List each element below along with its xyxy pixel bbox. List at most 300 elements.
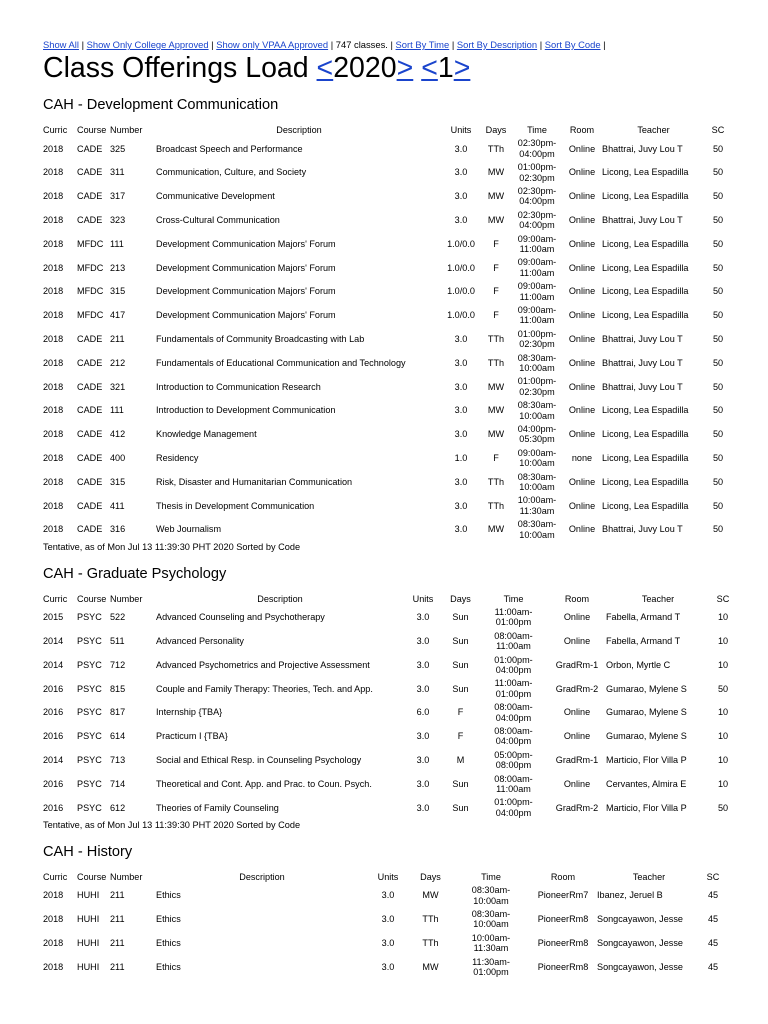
class-table	[43, 124, 731, 542]
teacher-cell: Licong, Lea Espadilla	[602, 476, 689, 487]
curric-cell: 2018	[43, 937, 64, 948]
teacher-cell: Gumarao, Mylene S	[606, 683, 687, 694]
description-cell: Theoretical and Cont. App. and Prac. to Coun. Psych.	[156, 778, 372, 789]
room-cell: GradRm-1	[555, 659, 599, 670]
teacher-cell: Marticio, Flor Villa P	[606, 754, 687, 765]
time-cell: 05:00pm- 08:00pm	[494, 749, 533, 771]
days-cell: Sun	[452, 778, 469, 789]
room-cell: Online	[568, 476, 596, 487]
course-cell: CADE	[77, 405, 103, 416]
description-cell: Introduction to Development Communication	[156, 405, 336, 416]
curric-cell: 2016	[43, 731, 64, 742]
room-cell: Online	[568, 191, 596, 202]
description-cell: Advanced Counseling and Psychotherapy	[156, 612, 325, 623]
col-days: Days	[485, 125, 507, 135]
section-development-communication	[43, 96, 768, 553]
course-cell: CADE	[77, 453, 103, 463]
number-cell: 411	[110, 500, 125, 511]
days-cell: F	[493, 286, 499, 297]
teacher-cell: Bhattrai, Juvy Lou T	[602, 524, 683, 535]
description-cell: Residency	[156, 453, 199, 463]
curric-cell: 2014	[43, 754, 64, 765]
number-cell: 211	[110, 890, 125, 901]
sc-cell: 45	[707, 914, 719, 925]
class-count: 747 classes.	[335, 39, 388, 50]
teacher-cell: Licong, Lea Espadilla	[602, 405, 689, 416]
time-cell: 01:00pm- 02:30pm	[517, 328, 557, 350]
room-cell: GradRm-1	[555, 754, 599, 765]
table-row	[43, 351, 731, 375]
col-teacher: Teacher	[637, 125, 670, 135]
units-cell: 3.0	[381, 937, 395, 948]
days-cell: TTh	[487, 143, 505, 154]
col-room: Room	[550, 871, 576, 882]
room-cell: Online	[563, 635, 591, 646]
table-header-row	[43, 593, 736, 606]
time-cell: 02:30pm- 04:00pm	[517, 138, 557, 159]
curric-cell: 2016	[43, 683, 64, 694]
time-cell: 11:00am- 01:00pm	[494, 606, 533, 628]
table-row	[43, 399, 731, 423]
class-table	[43, 871, 725, 979]
course-cell: CADE	[77, 500, 103, 511]
time-cell: 04:00pm- 05:30pm	[517, 423, 557, 445]
table-row	[43, 161, 731, 185]
time-cell: 08:30am- 10:00am	[471, 885, 511, 906]
units-cell: 3.0	[454, 191, 468, 202]
number-cell: 511	[110, 635, 125, 646]
curric-cell: 2018	[43, 500, 64, 511]
sort-by-code-link[interactable]: Sort By Code	[544, 39, 601, 50]
curric-cell: 2018	[43, 914, 64, 925]
course-cell: MFDC	[77, 238, 104, 249]
col-curric: Curric	[43, 125, 68, 135]
sort-by-description-link[interactable]: Sort By Description	[456, 39, 538, 50]
units-cell: 3.0	[454, 357, 468, 368]
col-sc: SC	[716, 593, 730, 604]
description-cell: Development Communication Majors' Forum	[156, 310, 336, 321]
number-cell: 111	[110, 405, 124, 416]
number-cell: 213	[110, 262, 126, 273]
teacher-cell: Cervantes, Almira E	[606, 778, 687, 789]
number-cell: 111	[110, 238, 124, 249]
table-row	[43, 606, 736, 630]
time-cell: 08:00am- 04:00pm	[494, 725, 533, 747]
units-cell: 3.0	[416, 683, 430, 694]
table-row	[43, 470, 731, 494]
col-teacher: Teacher	[641, 593, 675, 604]
course-cell: HUHI	[77, 914, 100, 925]
course-cell: CADE	[77, 381, 103, 392]
number-cell: 713	[110, 754, 126, 765]
curric-cell: 2018	[43, 381, 64, 392]
description-cell: Communication, Culture, and Society	[156, 167, 307, 178]
room-cell: PioneerRm7	[537, 890, 589, 901]
table-note: Tentative, as of Mon Jul 13 11:39:30 PHT 2020 Sorted by Code	[43, 541, 301, 552]
col-room: Room	[569, 125, 595, 135]
sc-cell: 45	[707, 890, 719, 901]
course-cell: HUHI	[77, 937, 100, 948]
units-cell: 3.0	[454, 215, 468, 226]
col-number: Number	[110, 871, 143, 882]
description-cell: Web Journalism	[156, 524, 222, 535]
time-cell: 08:30am- 10:00am	[517, 352, 557, 374]
curric-cell: 2018	[43, 167, 64, 178]
units-cell: 1.0/0.0	[447, 238, 475, 249]
units-cell: 3.0	[454, 143, 468, 154]
col-course: Course	[77, 593, 107, 604]
days-cell: F	[493, 238, 499, 249]
col-units: Units	[450, 125, 472, 135]
number-cell: 712	[110, 659, 126, 670]
sc-cell: 50	[712, 357, 724, 368]
next-page-link[interactable]: >	[453, 52, 471, 84]
room-cell: Online	[568, 334, 596, 345]
curric-cell: 2016	[43, 802, 64, 813]
number-cell: 317	[110, 191, 126, 202]
days-cell: Sun	[452, 683, 469, 694]
days-cell: Sun	[452, 612, 469, 623]
room-cell: GradRm-2	[555, 683, 599, 694]
teacher-cell: Licong, Lea Espadilla	[602, 453, 689, 463]
units-cell: 3.0	[416, 731, 430, 742]
col-days: Days	[420, 871, 441, 882]
curric-cell: 2018	[43, 191, 64, 202]
table-row	[43, 208, 731, 232]
sc-cell: 50	[717, 683, 729, 694]
number-cell: 321	[110, 381, 126, 392]
table-row	[43, 137, 731, 161]
course-cell: CADE	[77, 215, 103, 226]
col-course: Course	[77, 125, 107, 135]
col-description: Description	[239, 871, 285, 882]
curric-cell: 2018	[43, 334, 64, 345]
units-cell: 3.0	[381, 890, 395, 901]
time-cell: 08:30am- 10:00am	[471, 908, 511, 930]
days-cell: F	[493, 310, 499, 321]
time-cell: 08:00am- 11:00am	[494, 773, 533, 795]
description-cell: Introduction to Communication Research	[156, 381, 321, 392]
teacher-cell: Bhattrai, Juvy Lou T	[602, 334, 683, 345]
table-row	[43, 280, 731, 304]
next-year-link[interactable]: >	[396, 52, 414, 84]
table-row	[43, 796, 736, 820]
number-cell: 815	[110, 683, 126, 694]
number-cell: 211	[110, 334, 125, 345]
course-cell: PSYC	[77, 683, 102, 694]
section-history	[43, 843, 768, 979]
teacher-cell: Licong, Lea Espadilla	[602, 262, 689, 273]
col-units: Units	[377, 871, 399, 882]
units-cell: 3.0	[454, 476, 468, 487]
units-cell: 3.0	[416, 659, 430, 670]
course-cell: MFDC	[77, 310, 104, 321]
col-time: Time	[527, 125, 547, 135]
days-cell: Sun	[452, 659, 469, 670]
time-cell: 09:00am- 11:00am	[517, 281, 557, 302]
description-cell: Internship {TBA}	[156, 707, 223, 718]
days-cell: MW	[487, 524, 505, 535]
course-cell: CADE	[77, 476, 103, 487]
room-cell: Online	[568, 286, 596, 297]
room-cell: PioneerRm8	[537, 914, 589, 925]
section-title: CAH - Development Communication	[43, 97, 279, 113]
sc-cell: 50	[712, 405, 724, 416]
description-cell: Development Communication Majors' Forum	[156, 286, 336, 297]
description-cell: Cross-Cultural Communication	[156, 215, 280, 226]
sort-by-time-link[interactable]: Sort By Time	[395, 39, 450, 50]
prev-year-link[interactable]: <	[316, 52, 334, 84]
time-cell: 11:00am- 01:00pm	[494, 678, 533, 699]
teacher-cell: Songcayawon, Jesse	[597, 937, 683, 948]
table-row	[43, 629, 736, 653]
number-cell: 315	[110, 286, 126, 297]
show-vpaa-approved-link[interactable]: Show only VPAA Approved	[216, 39, 329, 50]
table-row	[43, 955, 725, 979]
section-title: CAH - History	[43, 843, 133, 860]
description-cell: Fundamentals of Community Broadcasting with Lab	[156, 334, 365, 345]
sc-cell: 10	[717, 778, 729, 789]
sc-cell: 10	[717, 659, 729, 670]
units-cell: 3.0	[381, 914, 395, 925]
teacher-cell: Gumarao, Mylene S	[606, 731, 687, 742]
show-college-approved-link[interactable]: Show Only College Approved	[86, 39, 209, 50]
curric-cell: 2018	[43, 405, 64, 416]
time-cell: 10:00am- 11:30am	[517, 495, 557, 516]
table-row	[43, 375, 731, 399]
show-all-link[interactable]: Show All	[43, 39, 79, 50]
col-sc: SC	[706, 871, 720, 882]
room-cell: Online	[568, 215, 596, 226]
time-cell: 08:00am- 11:00am	[494, 630, 533, 652]
sc-cell: 50	[712, 310, 724, 321]
days-cell: MW	[487, 191, 505, 202]
course-cell: PSYC	[77, 754, 102, 765]
teacher-cell: Bhattrai, Juvy Lou T	[602, 381, 683, 392]
room-cell: Online	[568, 381, 596, 392]
table-row	[43, 185, 731, 209]
table-row	[43, 327, 731, 351]
curric-cell: 2018	[43, 310, 64, 321]
sc-cell: 50	[712, 429, 724, 440]
sc-cell: 50	[712, 500, 724, 511]
table-row	[43, 908, 725, 932]
curric-cell: 2016	[43, 707, 64, 718]
col-course: Course	[77, 871, 107, 882]
room-cell: Online	[563, 612, 591, 623]
course-cell: CADE	[77, 167, 103, 178]
units-cell: 3.0	[454, 167, 468, 178]
page-title-text: Class Offerings Load	[43, 52, 309, 84]
teacher-cell: Songcayawon, Jesse	[597, 914, 683, 925]
teacher-cell: Licong, Lea Espadilla	[602, 167, 689, 178]
description-cell: Fundamentals of Educational Communication and Technology	[156, 357, 406, 368]
room-cell: Online	[568, 429, 596, 440]
description-cell: Communicative Development	[156, 191, 275, 202]
sc-cell: 10	[717, 731, 729, 742]
number-cell: 211	[110, 961, 125, 972]
teacher-cell: Licong, Lea Espadilla	[602, 500, 689, 511]
sc-cell: 50	[712, 524, 724, 535]
number-cell: 614	[110, 731, 126, 742]
course-cell: CADE	[77, 429, 103, 440]
time-cell: 09:00am- 11:00am	[517, 233, 557, 255]
units-cell: 3.0	[416, 754, 430, 765]
time-cell: 11:30am- 01:00pm	[472, 956, 510, 977]
table-header-row	[43, 124, 731, 137]
course-cell: CADE	[77, 357, 103, 368]
days-cell: MW	[487, 381, 505, 392]
time-cell: 08:30am- 10:00am	[517, 471, 557, 493]
table-row	[43, 256, 731, 280]
page-number: 1	[437, 52, 454, 84]
room-cell: none	[571, 453, 593, 463]
table-row	[43, 772, 736, 796]
units-cell: 1.0	[454, 453, 468, 463]
curric-cell: 2018	[43, 286, 64, 297]
units-cell: 6.0	[416, 707, 430, 718]
curric-cell: 2018	[43, 262, 64, 273]
description-cell: Ethics	[156, 937, 181, 948]
sc-cell: 10	[717, 754, 729, 765]
sc-cell: 50	[717, 802, 729, 813]
number-cell: 612	[110, 802, 126, 813]
number-cell: 714	[110, 778, 126, 789]
description-cell: Risk, Disaster and Humanitarian Communication	[156, 476, 353, 487]
course-cell: PSYC	[77, 612, 102, 623]
teacher-cell: Orbon, Myrtle C	[606, 659, 671, 670]
room-cell: Online	[563, 778, 591, 789]
teacher-cell: Ibanez, Jeruel B	[597, 890, 663, 901]
description-cell: Advanced Personality	[156, 635, 244, 646]
table-row	[43, 884, 725, 908]
days-cell: MW	[487, 215, 505, 226]
teacher-cell: Gumarao, Mylene S	[606, 707, 687, 718]
description-cell: Development Communication Majors' Forum	[156, 238, 336, 249]
number-cell: 400	[110, 453, 126, 463]
col-description: Description	[276, 125, 322, 135]
days-cell: MW	[422, 961, 439, 972]
course-cell: PSYC	[77, 707, 102, 718]
time-cell: 02:30pm- 04:00pm	[517, 185, 557, 207]
table-row	[43, 304, 731, 328]
table-row	[43, 748, 736, 772]
sc-cell: 50	[712, 167, 724, 178]
time-cell: 09:00am- 11:00am	[517, 257, 557, 278]
teacher-cell: Bhattrai, Juvy Lou T	[602, 357, 683, 368]
units-cell: 3.0	[454, 429, 468, 440]
units-cell: 3.0	[454, 524, 468, 535]
col-description: Description	[257, 593, 303, 604]
sc-cell: 50	[712, 453, 724, 463]
room-cell: Online	[568, 357, 596, 368]
course-cell: CADE	[77, 334, 103, 345]
course-cell: CADE	[77, 524, 103, 535]
table-row	[43, 653, 736, 677]
curric-cell: 2018	[43, 238, 64, 249]
time-cell: 01:00pm- 04:00pm	[494, 654, 533, 676]
units-cell: 3.0	[416, 635, 430, 646]
time-cell: 02:30pm- 04:00pm	[517, 209, 557, 231]
room-cell: Online	[568, 524, 596, 535]
number-cell: 417	[110, 310, 126, 321]
time-cell: 09:00am- 11:00am	[517, 304, 557, 326]
curric-cell: 2014	[43, 659, 64, 670]
curric-cell: 2018	[43, 524, 64, 535]
days-cell: MW	[487, 429, 505, 440]
days-cell: M	[456, 754, 465, 765]
room-cell: Online	[568, 238, 596, 249]
description-cell: Ethics	[156, 914, 181, 925]
teacher-cell: Bhattrai, Juvy Lou T	[602, 215, 683, 226]
class-table	[43, 593, 736, 820]
room-cell: PioneerRm8	[537, 961, 589, 972]
curric-cell: 2018	[43, 961, 64, 972]
curric-cell: 2018	[43, 476, 64, 487]
section-graduate-psychology	[43, 565, 768, 831]
course-cell: MFDC	[77, 262, 104, 273]
units-cell: 1.0/0.0	[447, 310, 475, 321]
description-cell: Knowledge Management	[156, 429, 257, 440]
room-cell: Online	[563, 731, 591, 742]
teacher-cell: Licong, Lea Espadilla	[602, 286, 689, 297]
table-row	[43, 701, 736, 725]
room-cell: Online	[568, 143, 596, 154]
room-cell: Online	[563, 707, 591, 718]
room-cell: Online	[568, 262, 596, 273]
teacher-cell: Bhattrai, Juvy Lou T	[602, 143, 683, 154]
description-cell: Practicum I {TBA}	[156, 731, 228, 742]
units-cell: 1.0/0.0	[447, 286, 475, 297]
number-cell: 211	[110, 914, 125, 925]
room-cell: Online	[568, 500, 596, 511]
prev-page-link[interactable]: <	[421, 52, 438, 84]
units-cell: 3.0	[454, 405, 468, 416]
teacher-cell: Licong, Lea Espadilla	[602, 310, 689, 321]
sc-cell: 50	[712, 191, 724, 202]
number-cell: 325	[110, 143, 126, 154]
days-cell: TTh	[487, 357, 505, 368]
units-cell: 3.0	[454, 334, 468, 345]
days-cell: MW	[487, 405, 505, 416]
teacher-cell: Fabella, Armand T	[606, 612, 681, 623]
days-cell: MW	[422, 890, 439, 901]
table-row	[43, 677, 736, 701]
table-row	[43, 725, 736, 749]
room-cell: GradRm-2	[555, 802, 599, 813]
time-cell: 08:30am- 10:00am	[517, 519, 557, 540]
teacher-cell: Licong, Lea Espadilla	[602, 429, 689, 440]
sc-cell: 10	[717, 612, 729, 623]
days-cell: TTh	[487, 476, 505, 487]
table-note: Tentative, as of Mon Jul 13 11:39:30 PHT 2020 Sorted by Code	[43, 819, 301, 830]
col-teacher: Teacher	[632, 871, 666, 882]
description-cell: Theories of Family Counseling	[156, 802, 279, 813]
number-cell: 323	[110, 215, 126, 226]
description-cell: Ethics	[156, 961, 181, 972]
col-sc: SC	[711, 125, 725, 135]
sc-cell: 50	[712, 381, 724, 392]
sc-cell: 50	[712, 262, 724, 273]
time-cell: 01:00pm- 02:30pm	[517, 162, 557, 183]
section-title: CAH - Graduate Psychology	[43, 565, 227, 582]
col-units: Units	[412, 593, 434, 604]
units-cell: 3.0	[454, 381, 468, 392]
curric-cell: 2018	[43, 429, 64, 440]
days-cell: F	[493, 262, 499, 273]
teacher-cell: Fabella, Armand T	[606, 635, 681, 646]
year: 2020	[333, 52, 397, 84]
